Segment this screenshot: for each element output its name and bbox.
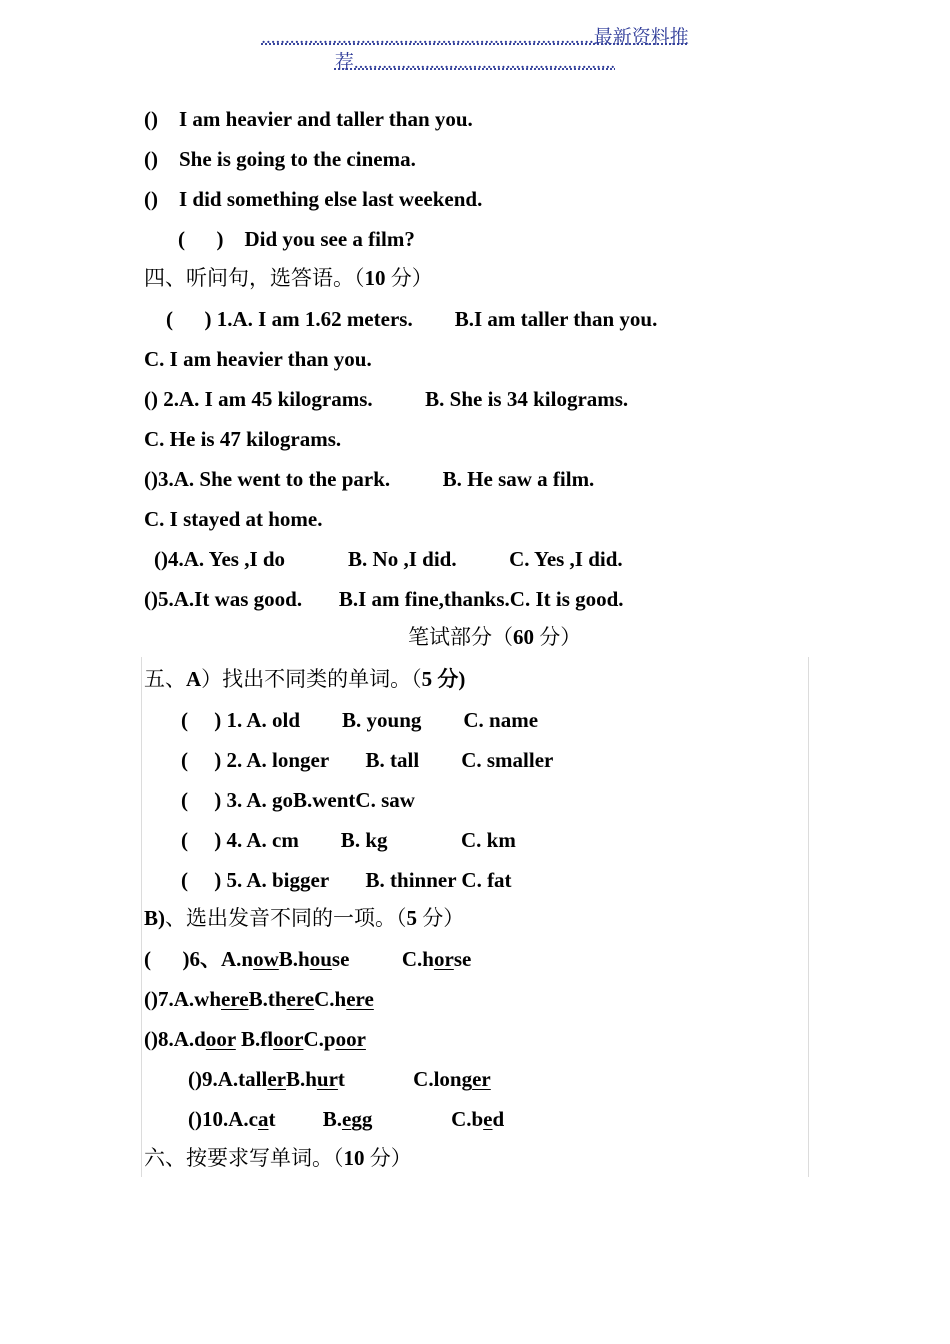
section4-item: C. I am heavier than you. [144,347,372,371]
phonics-item-10: ()10.A.cat B.egg C.bed [188,1107,505,1131]
phonics-item-8: ()8.A.door B.floorC.poor [144,1027,366,1051]
matching-item: ( ) Did you see a film? [178,227,415,251]
matching-item: () She is going to the cinema. [144,147,416,171]
section4-item: ()4.A. Yes ,I do B. No ,I did. C. Yes ,I did. [154,547,623,571]
section5a-item: ( ) 5. A. bigger B. thinner C. fat [181,868,512,892]
section5a-item: ( ) 1. A. old B. young C. name [181,708,539,732]
section4-item: ()3.A. She went to the park. B. He saw a film. [144,467,595,491]
section5a-title: 五、A）找出不同类的单词。（5 分) [144,667,466,691]
header-line-1: ......................................................................最新资料推 [261,27,689,48]
header-line-2: 荐....................................................... [334,52,616,73]
section4-item: ()5.A.It was good. B.I am fine,thanks.C. It is good. [144,587,624,611]
table-border-right [808,657,809,1177]
section5a-item: ( ) 3. A. goB.wentC. saw [181,788,415,812]
table-border-left [141,657,142,1177]
section4-item: () 2.A. I am 45 kilograms. B. She is 34 kilograms. [144,387,629,411]
written-part-title: 笔试部分（60 分） [408,625,582,649]
section4-item: C. He is 47 kilograms. [144,427,342,451]
phonics-item-9: ()9.A.tallerB.hurt C.longer [188,1067,491,1091]
section4-item: ( ) 1.A. I am 1.62 meters. B.I am taller than you. [166,307,658,331]
section4-item: C. I stayed at home. [144,507,323,531]
section5a-item: ( ) 2. A. longer B. tall C. smaller [181,748,554,772]
phonics-item-7: ()7.A.whereB.thereC.here [144,987,374,1011]
section5b-title: B)、选出发音不同的一项。（5 分） [144,906,465,930]
phonics-item-6: ( )6、A.nowB.house C.horse [144,947,472,971]
matching-item: () I did something else last weekend. [144,187,483,211]
section4-title: 四、听问句，选答语。（10 分） [144,266,433,290]
matching-item: () I am heavier and taller than you. [144,107,473,131]
section6-title: 六、按要求写单词。（10 分） [144,1146,412,1170]
section5a-item: ( ) 4. A. cm B. kg C. km [181,828,516,852]
